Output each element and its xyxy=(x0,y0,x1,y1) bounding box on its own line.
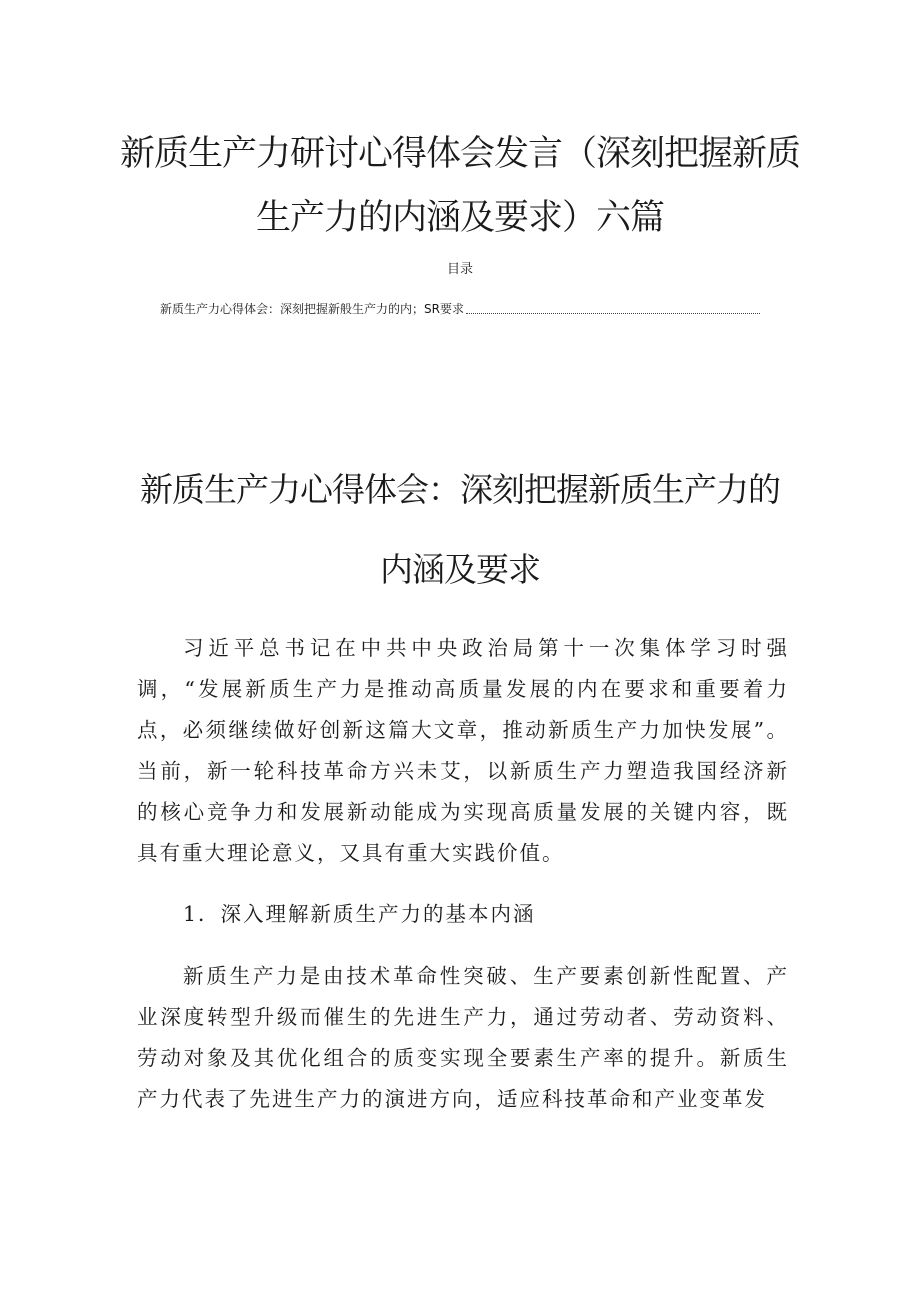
section-title: 新质生产力心得体会：深刻把握新质生产力的内涵及要求 xyxy=(140,470,780,589)
document-title: 新质生产力研讨心得体会发言（深刻把握新质生产力的内涵及要求）六篇 xyxy=(120,134,801,238)
paragraph-2: 新质生产力是由技术革命性突破、生产要素创新性配置、产业深度转型升级而催生的先进生产力，通过劳动者、劳动资料、劳动对象及其优化组合的质变实现全要素生产率的提升。新质生产力代表了先进生产力的演进方向，适应科技革命和产业变革发 xyxy=(137,964,789,1111)
toc-entry[interactable] xyxy=(160,300,760,318)
toc-leader-dots xyxy=(466,312,760,314)
toc-entry-text: 新质生产力心得体会：深刻把握新般生产力的内；SR要求 xyxy=(160,302,464,316)
toc-label: 目录 xyxy=(446,262,473,277)
paragraph-1: 习近平总书记在中共中央政治局第十一次集体学习时强调，“发展新质生产力是推动高质量发展的内在要求和重要着力点，必须继续做好创新这篇大文章，推动新质生产力加快发展”。当前，新一轮科技革命方兴未艾，以新质生产力塑造我国经济新的核心竞争力和发展新动能成为实现高质量发展的关键内容，既具有重大理论意义，又具有重大实践价值。 xyxy=(137,636,789,865)
subheading-1: 1．深入理解新质生产力的基本内涵 xyxy=(183,902,536,926)
